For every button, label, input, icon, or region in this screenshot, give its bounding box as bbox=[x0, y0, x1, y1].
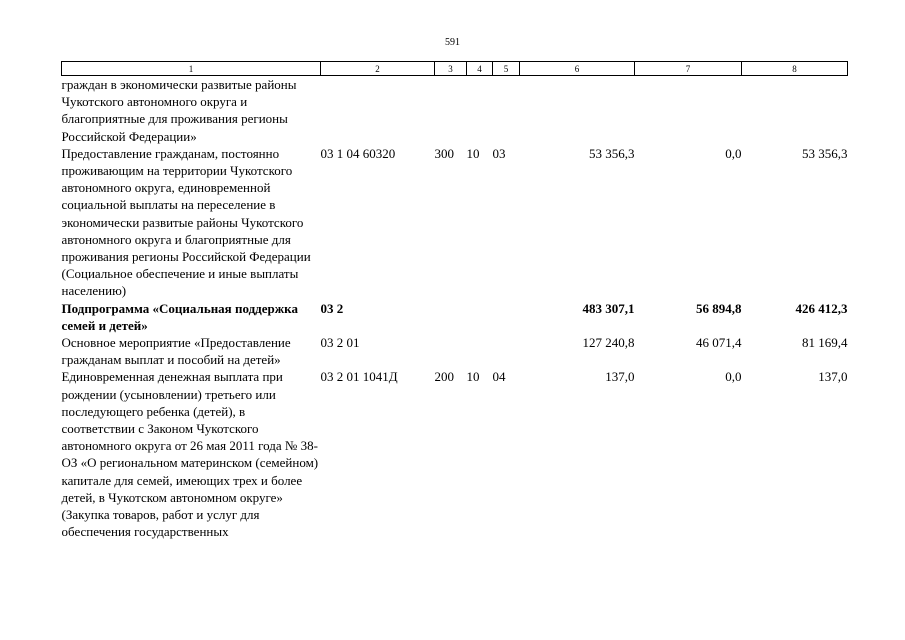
table-row bbox=[62, 145, 848, 300]
table-header bbox=[62, 62, 848, 76]
table-row bbox=[62, 334, 848, 368]
row-col6: 127 240,8 bbox=[582, 335, 635, 351]
row-col6 bbox=[520, 76, 635, 145]
row-code: 03 2 01 1041Д bbox=[320, 369, 398, 385]
header-row bbox=[62, 62, 848, 76]
row-rz: 10 bbox=[466, 145, 480, 161]
row-pr bbox=[493, 334, 520, 368]
row-pr bbox=[493, 300, 520, 334]
row-col7: 56 894,8 bbox=[696, 300, 742, 316]
row-code: 03 2 bbox=[320, 300, 344, 316]
table-row-subprogram bbox=[62, 300, 848, 334]
row-col6: 483 307,1 bbox=[582, 300, 635, 316]
row-col6: 53 356,3 bbox=[589, 145, 635, 161]
table-row bbox=[62, 76, 848, 145]
row-code bbox=[321, 76, 435, 145]
row-vr bbox=[435, 76, 467, 145]
row-col6: 137,0 bbox=[605, 369, 635, 385]
row-col7: 46 071,4 bbox=[696, 335, 742, 351]
row-name: Основное мероприятие «Предоставление гражданам выплат и пособий на детей» bbox=[61, 335, 291, 368]
row-pr: 03 bbox=[492, 145, 506, 161]
header-cell-6: 6 bbox=[520, 62, 635, 76]
row-col8 bbox=[742, 76, 848, 145]
row-col8: 53 356,3 bbox=[802, 145, 848, 161]
row-name: Единовременная денежная выплата при рождении (усыновлении) третьего или последующего ребенка (детей), в соответствии с Законом Чукотского автономного округа от 26 мая 2011 года № 38-ОЗ «О региональном материнском (семейном) капитале для семей, имеющих трех и более детей, в Чукотском автономном округе» (Закупка товаров, работ и услуг для обеспечения государственных bbox=[61, 369, 319, 540]
row-rz bbox=[467, 76, 493, 145]
header-cell-8: 8 bbox=[742, 62, 848, 76]
row-name: Предоставление гражданам, постоянно проживающим на территории Чукотского автономного округа, единовременной социальной выплаты на переселение в экономически развитые районы Чукотского автономного округа и благоприятные для проживания регионы Российской Федерации (Социальное обеспечение и иные выплаты населению) bbox=[61, 145, 311, 299]
row-pr: 04 bbox=[492, 369, 506, 385]
row-name: Подпрограмма «Социальная поддержка семей и детей» bbox=[61, 300, 298, 333]
row-vr bbox=[435, 334, 467, 368]
row-vr: 200 bbox=[434, 369, 454, 385]
row-col7: 0,0 bbox=[725, 369, 742, 385]
row-rz bbox=[467, 334, 493, 368]
row-vr: 300 bbox=[434, 145, 454, 161]
row-col7: 0,0 bbox=[725, 145, 742, 161]
row-col8: 426 412,3 bbox=[795, 300, 848, 316]
row-code: 03 1 04 60320 bbox=[320, 145, 396, 161]
row-name: граждан в экономически развитые районы Чукотского автономного округа и благоприятные для проживания регионы Российской Федерации» bbox=[61, 77, 297, 144]
table-body bbox=[62, 76, 848, 541]
header-cell-4: 4 bbox=[467, 62, 493, 76]
row-col8: 81 169,4 bbox=[802, 335, 848, 351]
row-pr bbox=[493, 76, 520, 145]
row-col7 bbox=[635, 76, 742, 145]
row-rz bbox=[467, 300, 493, 334]
table-row bbox=[62, 368, 848, 540]
header-cell-7: 7 bbox=[635, 62, 742, 76]
row-rz: 10 bbox=[466, 369, 480, 385]
row-vr bbox=[435, 300, 467, 334]
header-cell-3: 3 bbox=[435, 62, 467, 76]
budget-table bbox=[61, 61, 848, 540]
row-code: 03 2 01 bbox=[320, 335, 360, 351]
page-number: 591 bbox=[445, 37, 460, 48]
header-cell-2: 2 bbox=[321, 62, 435, 76]
row-col8: 137,0 bbox=[818, 369, 848, 385]
header-cell-5: 5 bbox=[493, 62, 520, 76]
header-cell-1: 1 bbox=[62, 62, 321, 76]
